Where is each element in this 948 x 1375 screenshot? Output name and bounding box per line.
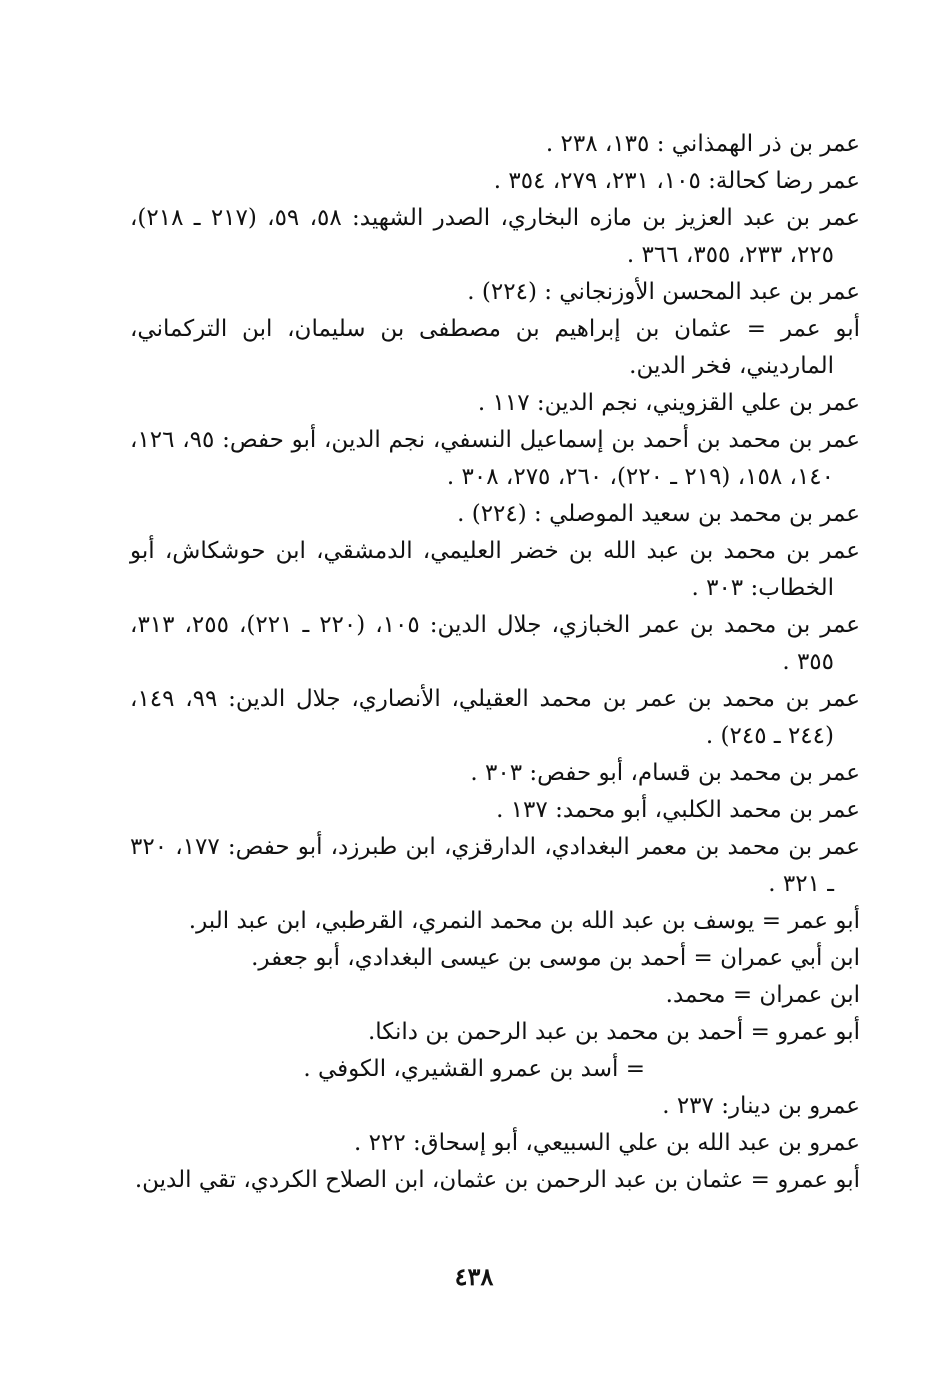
index-entry: عمر بن محمد بن قسام، أبو حفص: ٣٠٣ . — [470, 760, 860, 786]
index-entry: أبو عمرو = أحمد بن محمد بن عبد الرحمن بن دانكا. — [367, 1019, 860, 1045]
index-entry: عمر بن محمد بن عمر الخبازي، جلال الدين: ١٠٥، (٢٢٠ ـ ٢٢١)، ٢٥٥، ٣١٣، ٣٥٥ . — [130, 612, 860, 675]
index-entry: عمرو بن دينار: ٢٣٧ . — [662, 1093, 860, 1119]
index-entry: عمر رضا كحالة: ١٠٥، ٢٣١، ٢٧٩، ٣٥٤ . — [493, 168, 860, 194]
index-entry: عمر بن علي القزويني، نجم الدين: ١١٧ . — [477, 390, 860, 416]
index-page-body — [130, 126, 860, 1199]
index-entry: أبو عمرو = عثمان بن عبد الرحمن بن عثمان، ابن الصلاح الكردي، تقي الدين. — [134, 1167, 860, 1193]
index-entry: عمر بن محمد الكلبي، أبو محمد: ١٣٧ . — [496, 797, 860, 823]
index-entry: عمر بن ذر الهمذاني : ١٣٥، ٢٣٨ . — [545, 131, 860, 157]
index-entry: عمر بن محمد بن عمر بن محمد العقيلي، الأنصاري، جلال الدين: ٩٩، ١٤٩، (٢٤٤ ـ ٢٤٥) . — [130, 686, 860, 749]
index-entry: عمرو بن عبد الله بن علي السبيعي، أبو إسحاق: ٢٢٢ . — [354, 1130, 860, 1156]
index-entry: عمر بن عبد المحسن الأوزنجاني : (٢٢٤) . — [467, 279, 860, 305]
index-entry: عمر بن محمد بن عبد الله بن خضر العليمي، الدمشقي، ابن حوشكاش، أبو الخطاب: ٣٠٣ . — [130, 538, 860, 601]
index-entry: ابن أبي عمران = أحمد بن موسى بن عيسى البغدادي، أبو جعفر. — [251, 945, 860, 971]
index-entry: أبو عمر = عثمان بن إبراهيم بن مصطفى بن سليمان، ابن التركماني، المارديني، فخر الدين. — [130, 316, 860, 379]
page-number: ٤٣٨ — [454, 1262, 494, 1291]
index-entry: عمر بن محمد بن معمر البغدادي، الدارقزي، ابن طبرزد، أبو حفص: ١٧٧، ٣٢٠ ـ ٣٢١ . — [130, 834, 861, 897]
index-entry: عمر بن محمد بن أحمد بن إسماعيل النسفي، نجم الدين، أبو حفص: ٩٥، ١٢٦، ١٤٠، ١٥٨، (٢١٩ ـ ٢٢٠)، ٢٦٠، ٢٧٥، ٣٠٨ . — [130, 427, 860, 490]
index-entry-continuation: = أسد بن عمرو القشيري، الكوفي . — [303, 1056, 645, 1082]
index-entry: عمر بن محمد بن سعيد الموصلي : (٢٢٤) . — [457, 501, 860, 527]
index-entry: ابن عمران = محمد. — [665, 982, 860, 1008]
index-entry: عمر بن عبد العزيز بن مازه البخاري، الصدر الشهيد: ٥٨، ٥٩، (٢١٧ ـ ٢١٨)، ٢٢٥، ٢٣٣، ٣٥٥، ٣٦٦ . — [130, 205, 860, 268]
index-entry: أبو عمر = يوسف بن عبد الله بن محمد النمري، القرطبي، ابن عبد البر. — [188, 908, 860, 934]
